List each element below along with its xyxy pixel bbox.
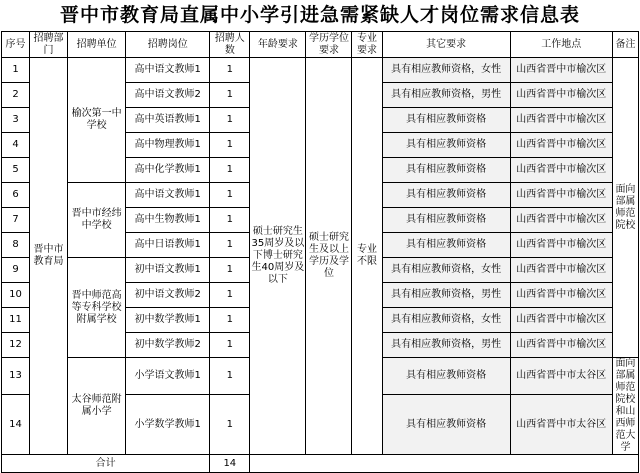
cell-position: 高中物理教师1	[126, 133, 210, 158]
cell-unit: 榆次第一中学校	[68, 58, 126, 183]
header-other: 其它要求	[382, 32, 510, 58]
cell-count: 1	[210, 83, 250, 108]
cell-other: 具有相应教师资格，男性	[382, 333, 510, 358]
cell-unit: 晋中市经纬中学校	[68, 183, 126, 258]
cell-other: 具有相应教师资格	[382, 358, 510, 395]
cell-position: 初中数学教师1	[126, 308, 210, 333]
cell-seq: 7	[2, 208, 30, 233]
cell-seq: 12	[2, 333, 30, 358]
cell-count: 1	[210, 283, 250, 308]
cell-count: 1	[210, 358, 250, 395]
cell-other: 具有相应教师资格	[382, 183, 510, 208]
cell-other: 具有相应教师资格	[382, 395, 510, 455]
cell-position: 高中英语教师1	[126, 108, 210, 133]
cell-position: 小学数学教师1	[126, 395, 210, 455]
cell-position: 小学语文教师1	[126, 358, 210, 395]
header-count: 招聘人数	[210, 32, 250, 58]
cell-count: 1	[210, 333, 250, 358]
total-label: 合计	[2, 455, 210, 473]
cell-seq: 3	[2, 108, 30, 133]
cell-position: 高中语文教师1	[126, 183, 210, 208]
header-unit: 招聘单位	[68, 32, 126, 58]
cell-location: 山西省晋中市榆次区	[510, 133, 612, 158]
cell-other: 具有相应教师资格	[382, 208, 510, 233]
cell-age: 硕士研究生35周岁及以下博士研究生40周岁及以下	[250, 58, 306, 455]
cell-other: 具有相应教师资格	[382, 158, 510, 183]
cell-position: 初中数学教师2	[126, 333, 210, 358]
cell-other: 具有相应教师资格，女性	[382, 308, 510, 333]
cell-position: 初中语文教师2	[126, 283, 210, 308]
cell-unit: 太谷师范附属小学	[68, 358, 126, 455]
cell-seq: 1	[2, 58, 30, 83]
cell-location: 山西省晋中市榆次区	[510, 233, 612, 258]
cell-location: 山西省晋中市榆次区	[510, 283, 612, 308]
cell-other: 具有相应教师资格	[382, 233, 510, 258]
cell-count: 1	[210, 258, 250, 283]
cell-location: 山西省晋中市榆次区	[510, 108, 612, 133]
header-age: 年龄要求	[250, 32, 306, 58]
header-major: 专业要求	[352, 32, 382, 58]
cell-location: 山西省晋中市榆次区	[510, 183, 612, 208]
cell-count: 1	[210, 308, 250, 333]
cell-position: 高中语文教师1	[126, 58, 210, 83]
cell-other: 具有相应教师资格，女性	[382, 58, 510, 83]
cell-seq: 6	[2, 183, 30, 208]
cell-seq: 9	[2, 258, 30, 283]
cell-location: 山西省晋中市榆次区	[510, 83, 612, 108]
cell-location: 山西省晋中市榆次区	[510, 208, 612, 233]
cell-count: 1	[210, 158, 250, 183]
cell-position: 初中语文教师1	[126, 258, 210, 283]
cell-other: 具有相应教师资格，男性	[382, 83, 510, 108]
table-title: 晋中市教育局直属中小学引进急需紧缺人才岗位需求信息表	[59, 4, 580, 26]
total-row	[2, 455, 639, 473]
cell-count: 1	[210, 395, 250, 455]
cell-seq: 13	[2, 358, 30, 395]
cell-position: 高中日语教师1	[126, 233, 210, 258]
cell-location: 山西省晋中市榆次区	[510, 308, 612, 333]
header-row	[2, 32, 639, 58]
cell-location: 山西省晋中市榆次区	[510, 58, 612, 83]
cell-other: 具有相应教师资格，男性	[382, 283, 510, 308]
cell-position: 高中生物教师1	[126, 208, 210, 233]
cell-other: 具有相应教师资格	[382, 133, 510, 158]
cell-count: 1	[210, 58, 250, 83]
cell-count: 1	[210, 108, 250, 133]
cell-edu: 硕士研究生及以上学历及学位	[306, 58, 352, 455]
cell-seq: 8	[2, 233, 30, 258]
cell-seq: 5	[2, 158, 30, 183]
cell-location: 山西省晋中市榆次区	[510, 333, 612, 358]
cell-count: 1	[210, 233, 250, 258]
header-seq: 序号	[2, 32, 30, 58]
cell-location: 山西省晋中市太谷区	[510, 358, 612, 395]
cell-note: 面向部属师范院校	[612, 58, 638, 358]
cell-count: 1	[210, 133, 250, 158]
header-dept: 招聘部门	[30, 32, 68, 58]
cell-seq: 4	[2, 133, 30, 158]
cell-seq: 2	[2, 83, 30, 108]
cell-location: 山西省晋中市榆次区	[510, 158, 612, 183]
position-table	[1, 31, 639, 473]
header-edu: 学历学位要求	[306, 32, 352, 58]
cell-position: 高中语文教师2	[126, 83, 210, 108]
header-note: 备注	[612, 32, 638, 58]
cell-seq: 11	[2, 308, 30, 333]
cell-other: 具有相应教师资格，女性	[382, 258, 510, 283]
total-count: 14	[210, 455, 250, 473]
cell-seq: 10	[2, 283, 30, 308]
cell-location: 山西省晋中市榆次区	[510, 258, 612, 283]
cell-seq: 14	[2, 395, 30, 455]
cell-unit: 晋中师范高等专科学校附属学校	[68, 258, 126, 358]
table-row	[2, 58, 639, 83]
cell-location: 山西省晋中市太谷区	[510, 395, 612, 455]
cell-major: 专业不限	[352, 58, 382, 455]
header-position: 招聘岗位	[126, 32, 210, 58]
header-location: 工作地点	[510, 32, 612, 58]
cell-position: 高中化学教师1	[126, 158, 210, 183]
cell-other: 具有相应教师资格	[382, 108, 510, 133]
cell-dept: 晋中市教育局	[30, 58, 68, 455]
total-blank	[250, 455, 639, 473]
cell-count: 1	[210, 208, 250, 233]
cell-count: 1	[210, 183, 250, 208]
cell-note: 面向部属师范院校和山西师范大学	[612, 358, 638, 455]
